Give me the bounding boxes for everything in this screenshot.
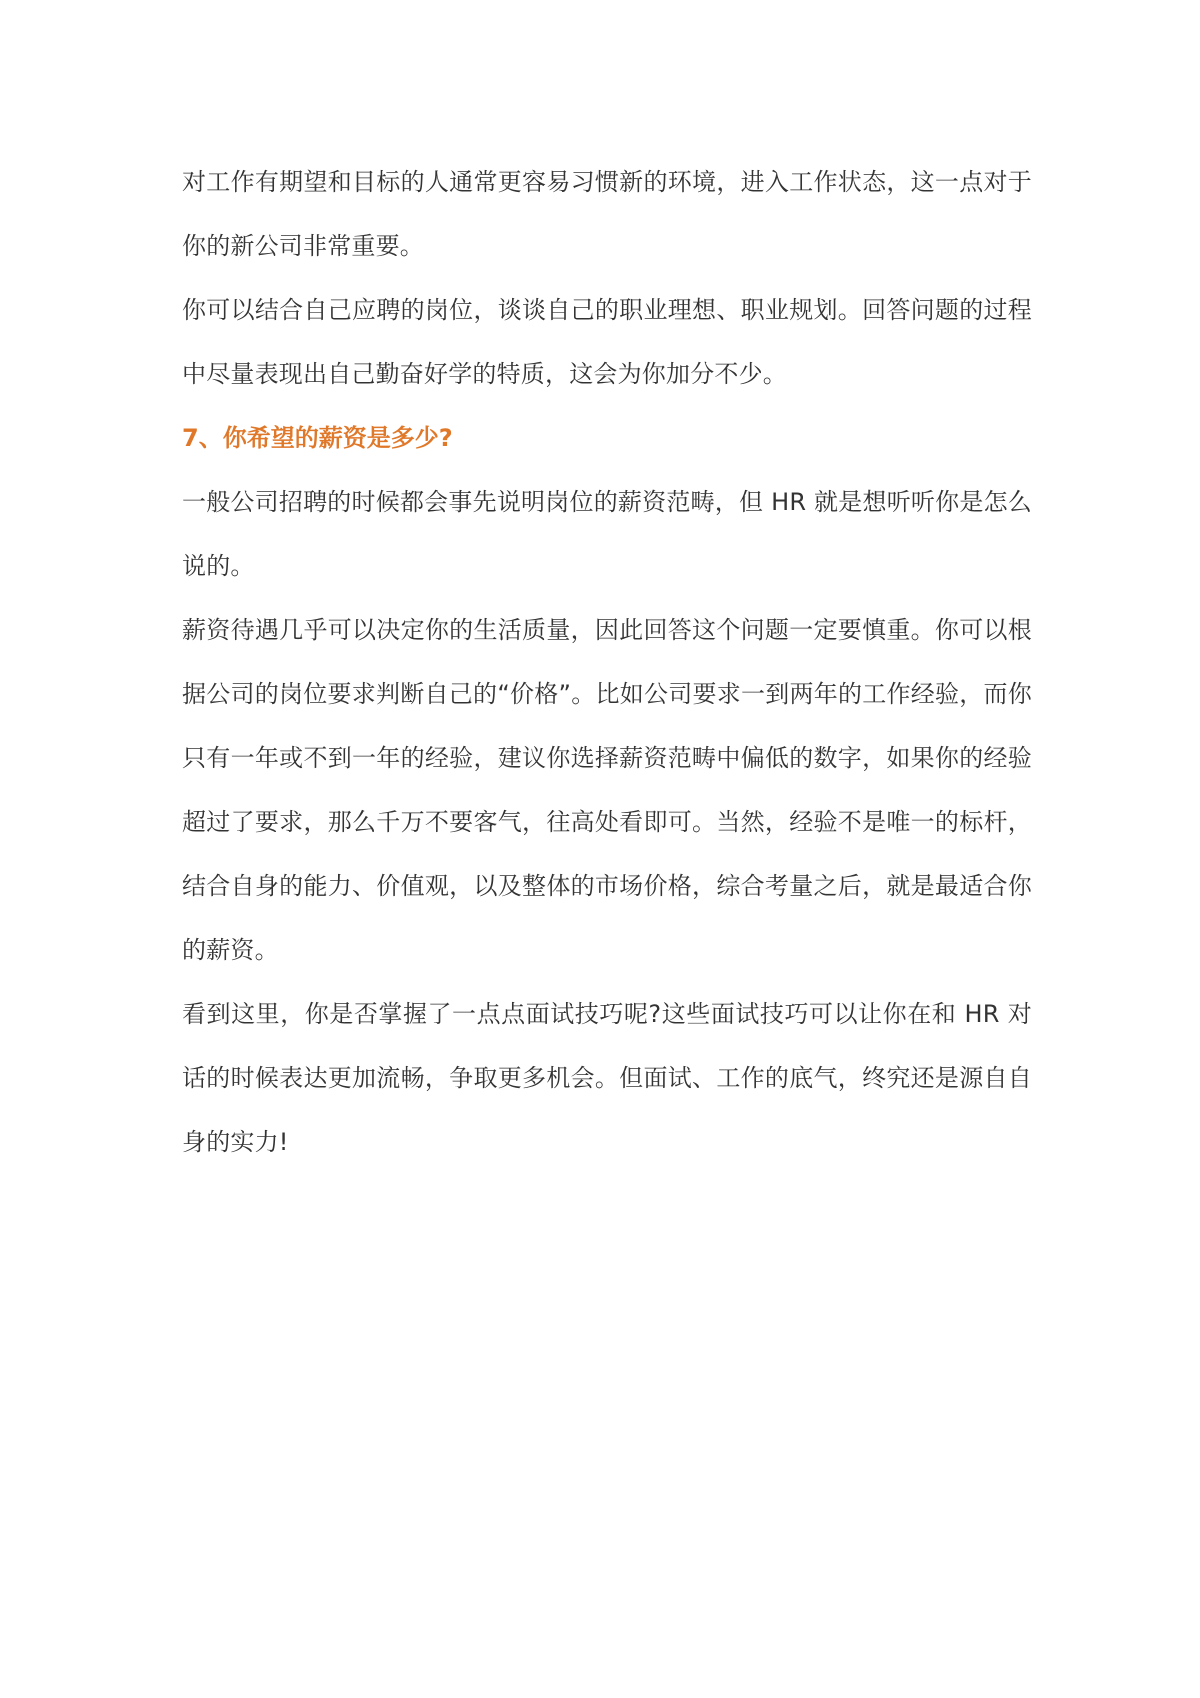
- paragraph-expectations: 对工作有期望和目标的人通常更容易习惯新的环境，进入工作状态，这一点对于你的新公司非常重要。: [182, 168, 1032, 260]
- paragraph-salary-range: 一般公司招聘的时候都会事先说明岗位的薪资范畴，但 HR 就是想听听你是怎么说的。: [182, 488, 1032, 580]
- section-heading-salary: 7、你希望的薪资是多少?: [182, 424, 453, 452]
- paragraph-salary-advice: 薪资待遇几乎可以决定你的生活质量，因此回答这个问题一定要慎重。你可以根据公司的岗位要求判断自己的“价格”。比如公司要求一到两年的工作经验，而你只有一年或不到一年的经验，建议你选择薪资范畴中偏低的数字，如果你的经验超过了要求，那么千万不要客气，往高处看即可。当然，经验不是唯一的标杆，结合自身的能力、价值观，以及整体的市场价格，综合考量之后，就是最适合你的薪资。: [182, 616, 1032, 964]
- paragraph-career-plan: 你可以结合自己应聘的岗位，谈谈自己的职业理想、职业规划。回答问题的过程中尽量表现出自己勤奋好学的特质，这会为你加分不少。: [182, 296, 1032, 388]
- paragraph-conclusion: 看到这里，你是否掌握了一点点面试技巧呢?这些面试技巧可以让你在和 HR 对话的时候表达更加流畅，争取更多机会。但面试、工作的底气，终究还是源自自身的实力!: [182, 1000, 1032, 1156]
- document-body: [182, 150, 1032, 1174]
